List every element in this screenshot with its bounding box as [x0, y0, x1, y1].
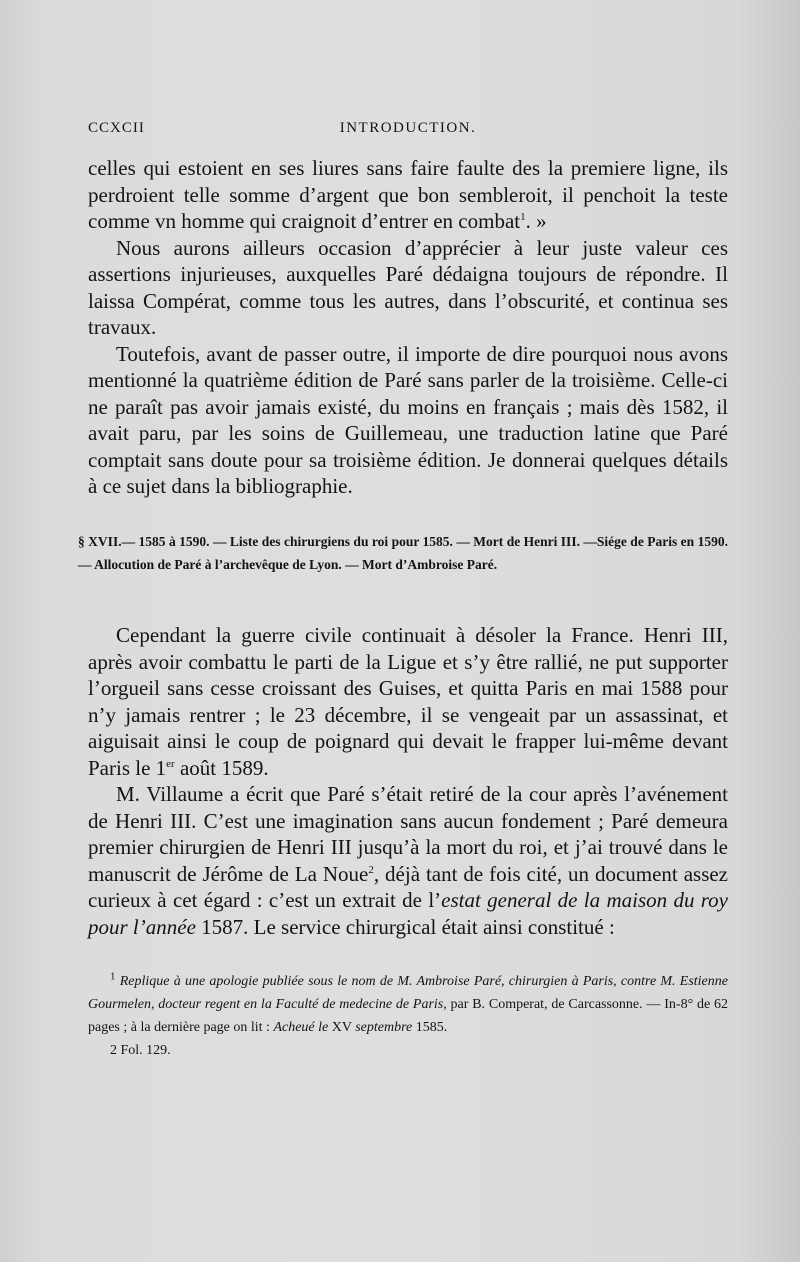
paragraph-third-edition: Toutefois, avant de passer outre, il importe de dire pourquoi nous avons mentionné la quatrième édition de Paré sans parler de la troisième. Celle-ci ne paraît pas avoir jamais existé, du moins en français ; mais dès 1582, il avait paru, par les soins de Guillemeau, une traduction latine que Paré comptait sans doute pour sa troisième édition. Je donnerai quelques détails à ce sujet dans la bibliographie. — [88, 341, 728, 498]
paragraph-comperat: Nous aurons ailleurs occasion d’apprécier à leur juste valeur ces assertions injurieuses, auxquelles Paré dédaigna toujours de répondre. Il laissa Compérat, comme tous les autres, dans l’obscurité, et continua ses travaux. — [88, 235, 728, 339]
footnote-2: 2 Fol. 129. — [110, 1043, 171, 1058]
footnote-1: $^1$ Replique à une apologie publiée sous le nom de M. Ambroise Paré, chirurgien à Paris, contre M. Estienne Gourmelen, docteur regent en la Faculté de medecine de Paris, par B. Comperat, de Carcassonne. — In-8° de 62 pages ; à la dernière page on lit : Acheué le XV septembre 1585. — [88, 970, 728, 1035]
bottom-text-block — [88, 622, 728, 940]
running-title: INTRODUCTION. — [339, 120, 477, 136]
paragraph-civil-war: Cependant la guerre civile continuait à désoler la France. Henri III, après avoir combattu le parti de la Ligue et s’y être rallié, ne put supporter l’orgueil sans cesse croissant des Guises, et quitta Paris en mai 1588 pour n’y jamais rentrer ; le 23 décembre, il se vengeait par un assassinat, et aiguisait ainsi le coup de poignard qui devait le frapper lui-même devant Paris le 1er août 1589. — [88, 623, 728, 780]
footnote-ref-2: 2 — [368, 863, 374, 876]
paragraph-villaume: M. Villaume a écrit que Paré s’était retiré de la cour après l’avénement de Henri III. C’est une imagination sans aucun fondement ; Paré demeura premier chirurgien de Henri III jusqu’à la mort du roi, et j’ai trouvé dans le manuscrit de Jérôme de La Noue$^2$, déjà tant de fois cité, un document assez curieux à cet égard : c’est un extrait de l’estat general de la maison du roy pour l’année 1587. Le service chirurgical était ainsi constitué : — [88, 782, 729, 939]
paragraph-quote-end: celles qui estoient en ses liures sans faire faulte des la premiere ligne, ils perdroient telle somme d’argent que bon sembleroit, il penchoit la teste comme vn homme qui craignoit d’entrer en combat$^1$. » — [88, 156, 728, 233]
folio-number: CCXCII — [88, 120, 145, 136]
footnotes — [88, 970, 728, 1062]
footnote-ref-1: 1 — [520, 211, 526, 223]
top-text-block — [88, 155, 728, 500]
page-header — [88, 120, 728, 144]
section-heading: § XVII.— 1585 à 1590. — Liste des chirurgiens du roi pour 1585. — Mort de Henri III. —Siége de Paris en 1590. — Allocution de Paré à l’archevêque de Lyon. — Mort d’Ambroise Paré. — [78, 534, 728, 572]
